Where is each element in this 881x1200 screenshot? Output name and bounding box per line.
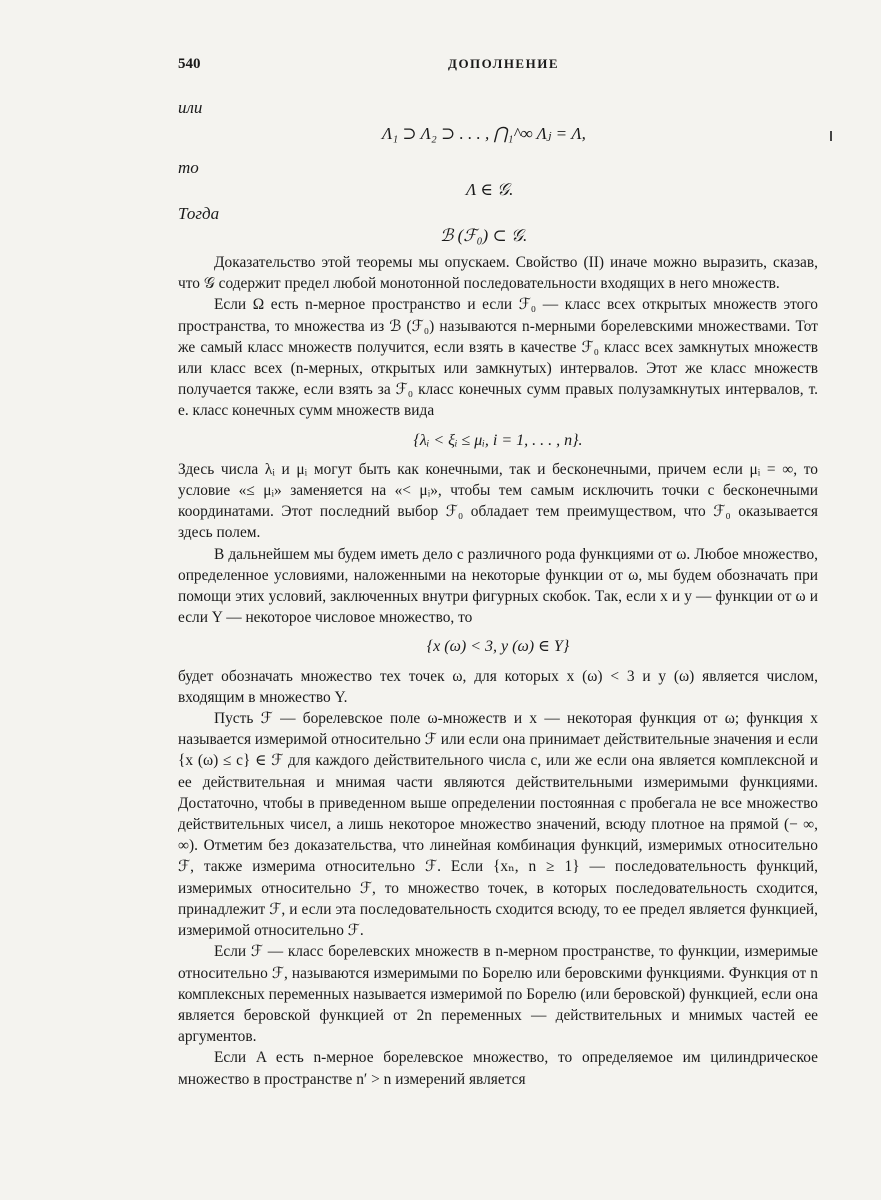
paragraph-set-meaning: будет обозначать множество тех точек ω, для которых x (ω) < 3 и y (ω) является числом, входящим в множество Y. — [178, 667, 818, 706]
word-to: то — [178, 158, 199, 177]
paragraph-proof-omitted: Доказательство этой теоремы мы опускаем. Свойство (II) иначе можно выразить, сказав, что 𝒢 содержит предел любой монотонной последовательности входящих в него множеств. — [178, 254, 818, 293]
paragraph-function-notation: В дальнейшем мы будем иметь дело с различного рода функциями от ω. Любое множество, определенное условиями, наложенными на некоторые функции от ω, мы будем обозначать при помощи этих условий, заключенных внутри фигурных скобок. Так, если x и y — функции от ω и если Y — некоторое числовое множество, то — [178, 545, 818, 627]
paragraph-measurable-functions: Пусть ℱ — борелевское поле ω-множеств и x — некоторая функция от ω; функция x называется измеримой относительно ℱ или если она принимает действительные значения и если {x (ω) ≤ c} ∈ ℱ для каждого действительного числа c, или же если она является комплексной и ее действительная и мнимая части являются действительными измеримыми функциями. Достаточно, чтобы в приведенном выше определении постоянная c пробегала не все множество действительных чисел, а лишь некоторое множество значений, всюду плотное на прямой (− ∞, ∞). Отметим без доказательства, что линейная комбинация функций, измеримых относительно ℱ, также измерима относительно ℱ. Если {xₙ, n ≥ 1} — последовательность функций, измеримых относительно ℱ, то множество точек, в которых последовательность сходится, принадлежит ℱ, и если эта последовательность сходится всюду, то ее предел является функцией, измеримой относительно ℱ. — [178, 710, 818, 940]
formula-interval-set: {λᵢ < ξᵢ ≤ μᵢ, i = 1, . . . , n}. — [413, 431, 583, 449]
word-ili: или — [178, 98, 203, 117]
paragraph-borel-sets: Если Ω есть n-мерное пространство и если ℱ₀ — класс всех открытых множеств этого пространства, то множества из ℬ (ℱ₀) называются n-мерными борелевскими множествами. Тот же самый класс множеств получится, если взять в качестве ℱ₀ класс всех замкнутых множеств или класс всех (n-мерных, открытых или замкнутых) интервалов. Этот же класс множеств получается также, если взять за ℱ₀ класс конечных сумм правых полузамкнутых интервалов, т. е. класс конечных сумм множеств вида — [178, 296, 818, 420]
page-body — [178, 252, 818, 1090]
paragraph-infinite-bounds: Здесь числа λᵢ и μᵢ могут быть как конечными, так и бесконечными, причем если μᵢ = ∞, то условие «≤ μᵢ» заменяется на «< μᵢ», чтобы тем самым исключить точки с бесконечными координатами. Этот последний выбор ℱ₀ обладает тем преимуществом, что ℱ₀ оказывается здесь полем. — [178, 460, 818, 542]
running-title: ДОПОЛНЕНИЕ — [448, 56, 559, 71]
paragraph-cylinder-set: Если A есть n-мерное борелевское множество, то определяемое им цилиндрическое множество в пространстве n′ > n измерений является — [178, 1049, 818, 1088]
page-number: 540 — [178, 56, 201, 72]
formula-limit-in-class: Λ ∈ 𝒢. — [466, 180, 514, 199]
formula-borel-field-inclusion: ℬ (ℱ₀) ⊂ 𝒢. — [440, 226, 528, 245]
word-togda: Тогда — [178, 204, 220, 223]
margin-mark — [830, 131, 832, 141]
formula-decreasing-sequence: Λ₁ ⊃ Λ₂ ⊃ . . . , ⋂₁^∞ Λⱼ = Λ, — [382, 124, 586, 143]
paragraph-baire-functions: Если ℱ — класс борелевских множеств в n-мерном пространстве, то функции, измеримые относительно ℱ, называются измеримыми по Борелю или беровскими функциями. Функция от n комплексных переменных называется измеримой по Борелю (или беровской) функцией, если она является беровской функцией от 2n переменных — действительных и мнимых частей ее аргументов. — [178, 943, 818, 1046]
formula-set-example: {x (ω) < 3, y (ω) ∈ Y} — [426, 638, 570, 656]
